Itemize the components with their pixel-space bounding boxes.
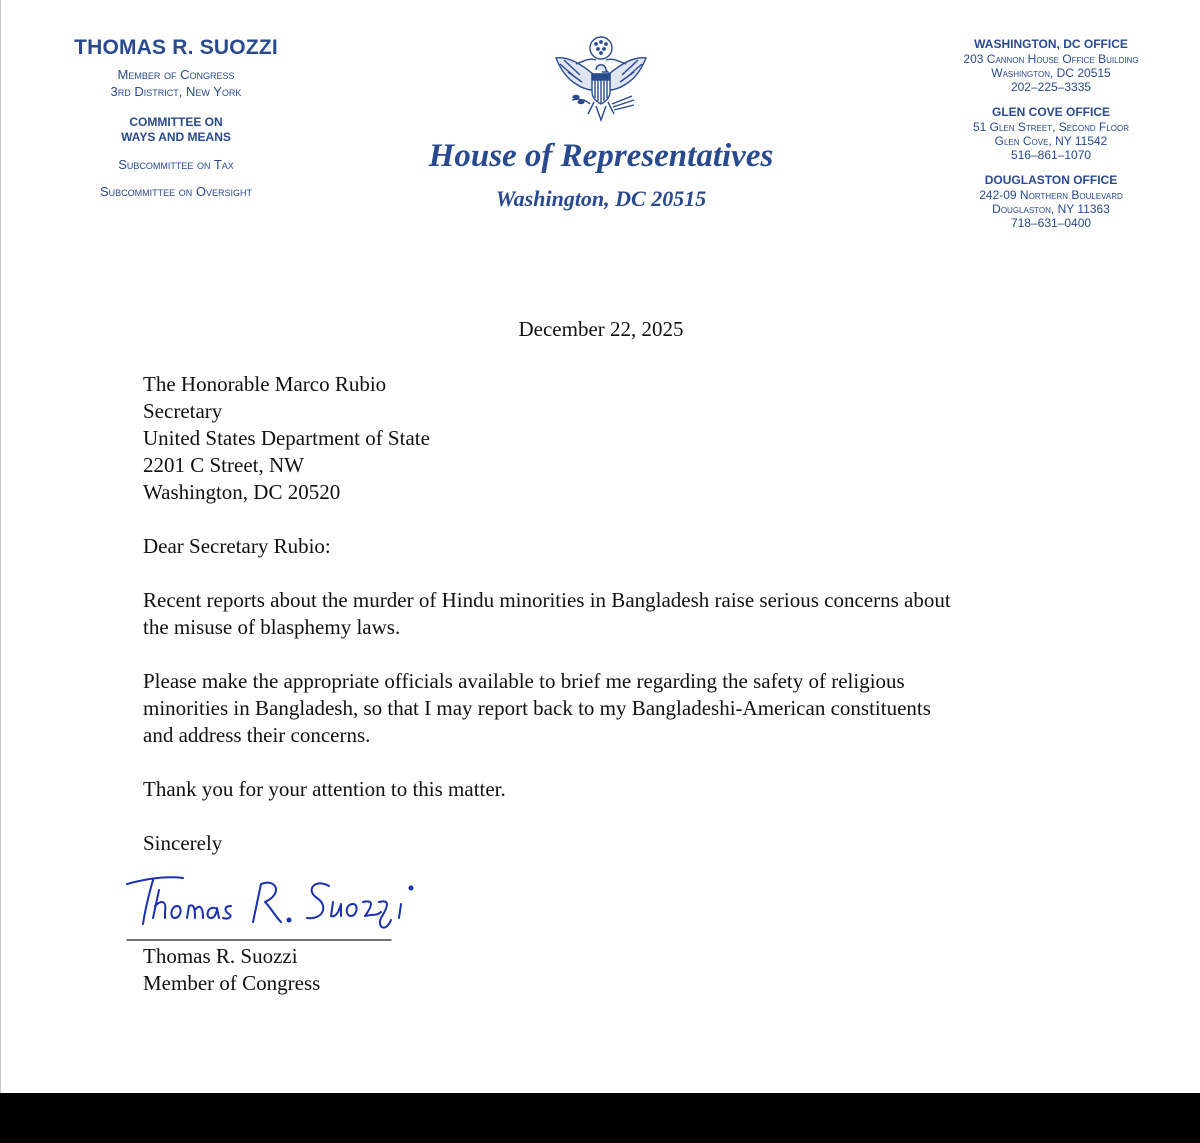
member-title: Member of Congress xyxy=(117,67,235,82)
signer-name: Thomas R. Suozzi xyxy=(143,944,298,968)
office-phone: 202–225–3335 xyxy=(1010,80,1092,94)
office-line: 242-09 Northern Boulevard xyxy=(979,188,1123,202)
subcommittee-oversight: Subcommittee on Oversight xyxy=(99,184,252,199)
signer-title: Member of Congress xyxy=(143,971,321,995)
paragraph xyxy=(143,776,506,803)
office-line: 51 Glen Street, Second Floor xyxy=(972,120,1130,134)
house-of-representatives-title: House of Representatives xyxy=(428,138,774,174)
member-district: 3rd District, New York xyxy=(110,84,242,99)
closing: Sincerely xyxy=(143,831,223,855)
letter-date: December 22, 2025 xyxy=(518,317,684,341)
office-line: Washington, DC 20515 xyxy=(991,66,1111,80)
committee-name xyxy=(41,115,311,145)
office-phone: 516–861–1070 xyxy=(1010,148,1092,162)
paragraph-line: the misuse of blasphemy laws. xyxy=(143,615,401,639)
bottom-black-bar xyxy=(0,1093,1200,1143)
office-line: Douglaston, NY 11363 xyxy=(992,202,1110,216)
office-line: Glen Cove, NY 11542 xyxy=(994,134,1108,148)
salutation: Dear Secretary Rubio: xyxy=(143,534,331,558)
committee-line: WAYS AND MEANS xyxy=(121,130,231,144)
office-title: GLEN COVE OFFICE xyxy=(991,105,1110,119)
addressee-line: The Honorable Marco Rubio xyxy=(143,372,387,396)
office-title: DOUGLASTON OFFICE xyxy=(984,173,1118,187)
addressee-block xyxy=(143,371,430,506)
office-title: WASHINGTON, DC OFFICE xyxy=(974,37,1128,51)
paragraph xyxy=(143,668,1083,749)
addressee-line: 2201 C Street, NW xyxy=(143,453,304,477)
paragraph-line: minorities in Bangladesh, so that I may report back to my Bangladeshi-American constituents xyxy=(143,696,931,720)
paragraph-line: and address their concerns. xyxy=(143,723,371,747)
committee-line: COMMITTEE ON xyxy=(129,115,223,129)
addressee-line: Washington, DC 20520 xyxy=(143,480,341,504)
paragraph xyxy=(143,587,1083,641)
handwritten-signature xyxy=(119,860,459,944)
paragraph-line: Please make the appropriate officials available to brief me regarding the safety of religious xyxy=(143,669,905,693)
office-line: 203 Cannon House Office Building xyxy=(963,52,1139,66)
great-seal-eagle-icon xyxy=(546,34,656,130)
house-city: Washington, DC 20515 xyxy=(495,186,707,211)
office-washington xyxy=(921,37,1181,94)
addressee-line: United States Department of State xyxy=(143,426,430,450)
office-phone: 718–631–0400 xyxy=(1010,216,1092,230)
paragraph-line: Recent reports about the murder of Hindu minorities in Bangladesh raise serious concerns about xyxy=(143,588,951,612)
office-glen-cove xyxy=(921,105,1181,162)
office-douglaston xyxy=(921,173,1181,230)
letterhead-right xyxy=(921,37,1181,241)
paragraph-line: Thank you for your attention to this matter. xyxy=(143,777,506,801)
addressee-line: Secretary xyxy=(143,399,223,423)
member-name: THOMAS R. SUOZZI xyxy=(74,36,278,59)
subcommittee-tax: Subcommittee on Tax xyxy=(118,157,234,172)
letterhead-left xyxy=(41,36,311,200)
